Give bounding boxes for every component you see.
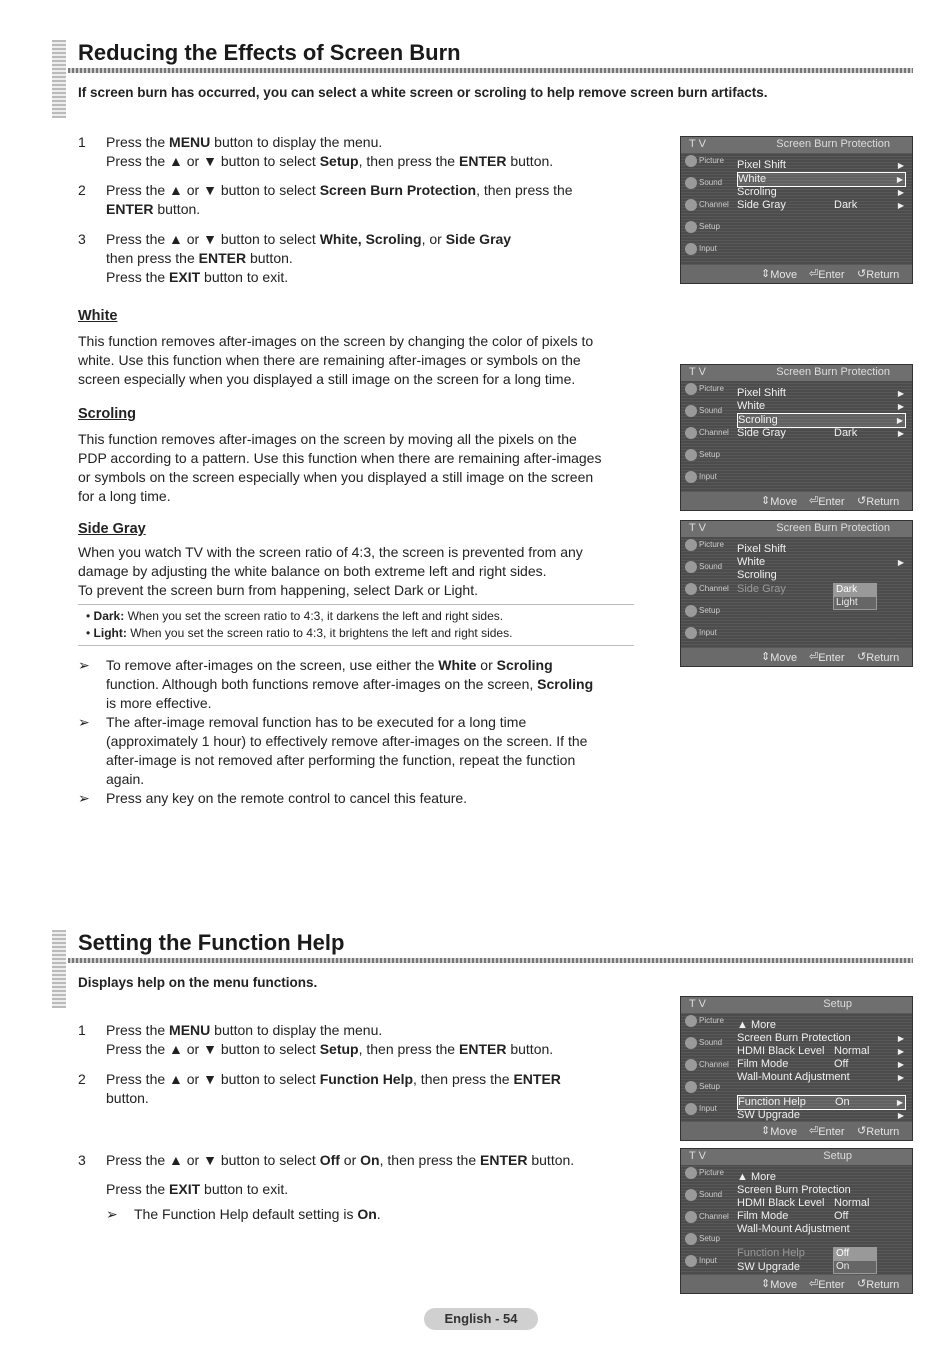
- tv-menu-title: Screen Burn Protection: [776, 138, 890, 150]
- step-number: 3: [78, 1152, 86, 1168]
- tv-menu-item: ▲ More: [737, 1171, 777, 1183]
- channel-icon: Channel: [685, 1059, 731, 1079]
- tv-menu-item: Side Gray: [737, 583, 786, 595]
- tv-menu-title: Screen Burn Protection: [776, 522, 890, 534]
- paragraph-white: [78, 332, 593, 389]
- tv-menu-item: Side Gray Dark ▶: [737, 427, 904, 439]
- step-number: 2: [78, 182, 86, 198]
- step-number: 1: [78, 1022, 86, 1038]
- input-icon: Input: [685, 243, 731, 263]
- input-icon: Input: [685, 1103, 731, 1123]
- tv-sidebar: [681, 381, 733, 492]
- picture-icon: Picture: [685, 1167, 731, 1187]
- subheading-scroling: Scroling: [78, 406, 137, 422]
- sound-icon: Sound: [685, 561, 731, 581]
- tv-sidebar: [681, 153, 733, 265]
- note-dark: • Dark: When you set the screen ratio to 4:3, it darkens the left and right sides.: [86, 609, 504, 623]
- picture-icon: Picture: [685, 383, 731, 403]
- para-line: This function removes after-images on the screen by changing the color of pixels to: [78, 333, 594, 349]
- tv-menu-screenshot: [680, 1148, 913, 1294]
- move-icon: ⇕ Move: [761, 1125, 798, 1138]
- tv-sidebar: [681, 537, 733, 648]
- tv-tab: T V: [689, 1150, 706, 1162]
- input-icon: Input: [685, 1255, 731, 1275]
- enter-icon: ⏎ Enter: [809, 268, 845, 281]
- tv-menu-item-selected: Function Help On ▶: [737, 1095, 906, 1110]
- tv-menu-item: Film Mode Off: [737, 1210, 849, 1222]
- tv-menu-item: SW Upgrade: [737, 1261, 800, 1273]
- input-icon: Input: [685, 471, 731, 491]
- tv-menu-item: Scroling: [737, 569, 777, 581]
- picture-icon: Picture: [685, 155, 731, 175]
- note-light: • Light: When you set the screen ratio to 4:3, it brightens the left and right sides.: [86, 626, 513, 640]
- return-icon: ↺ Return: [857, 495, 900, 508]
- step-line: then press the ENTER button.: [106, 250, 293, 266]
- tv-menu-header: [681, 997, 912, 1013]
- enter-icon: ⏎ Enter: [809, 495, 845, 508]
- para-line: damage by adjusting the white balance on both extreme left and right sides.: [78, 563, 547, 579]
- tv-menu-item: HDMI Black Level Normal: [737, 1197, 870, 1209]
- arrow-icon: ➢: [78, 714, 90, 730]
- tv-menu-item: Screen Burn Protection: [737, 1184, 851, 1196]
- subheading-side-gray: Side Gray: [78, 521, 146, 537]
- option-light: Light: [833, 596, 877, 610]
- tip-line: Press any key on the remote control to cancel this feature.: [106, 790, 468, 806]
- option-dark: Dark: [833, 583, 877, 597]
- tip-line: To remove after-images on the screen, use either the White or Scroling: [106, 657, 553, 673]
- para-line: or symbols on the screen especially when you displayed a still image on the screen: [78, 469, 594, 485]
- move-icon: ⇕ Move: [761, 268, 798, 281]
- tv-menu-title: Screen Burn Protection: [776, 366, 890, 378]
- picture-icon: Picture: [685, 1015, 731, 1035]
- setup-icon: Setup: [685, 605, 731, 625]
- step-number: 3: [78, 231, 86, 247]
- tv-menu-item-selected: White ▶: [737, 172, 906, 187]
- tv-tab: T V: [689, 522, 706, 534]
- section-intro: Displays help on the menu functions.: [78, 975, 318, 990]
- tv-menu-item: Pixel Shift ▶: [737, 387, 904, 399]
- step-line: Press the ▲ or ▼ button to select Screen Burn Protection, then press the: [106, 182, 573, 198]
- tv-menu-item: Screen Burn Protection ▶: [737, 1032, 904, 1044]
- tv-menu-item: ▲ More: [737, 1019, 777, 1031]
- tv-menu-item: Pixel Shift ▶: [737, 159, 904, 171]
- sound-icon: Sound: [685, 405, 731, 425]
- input-icon: Input: [685, 627, 731, 647]
- section-intro: If screen burn has occurred, you can select a white screen or scroling to help remove screen burn artifacts.: [78, 85, 768, 100]
- tip-line: The after-image removal function has to be executed for a long time: [106, 714, 527, 730]
- section-title: Setting the Function Help: [78, 930, 345, 955]
- step-line: Press the EXIT button to exit.: [106, 269, 289, 285]
- return-icon: ↺ Return: [857, 651, 900, 664]
- setup-icon: Setup: [685, 449, 731, 469]
- tv-menu-footer: [681, 1275, 912, 1293]
- move-icon: ⇕ Move: [761, 495, 798, 508]
- tv-menu-screenshot: [680, 520, 913, 667]
- step-line: Press the ▲ or ▼ button to select Function Help, then press the ENTER: [106, 1071, 561, 1087]
- tv-sidebar: [681, 1013, 733, 1122]
- tv-menu-item: Side Gray Dark ▶: [737, 199, 904, 211]
- tv-menu-item: White ▶: [737, 556, 904, 568]
- step-number: 1: [78, 134, 86, 150]
- section-title: Reducing the Effects of Screen Burn: [78, 40, 461, 65]
- picture-icon: Picture: [685, 539, 731, 559]
- setup-icon: Setup: [685, 1233, 731, 1253]
- para-line: This function removes after-images on the screen by moving all the pixels on the: [78, 431, 577, 447]
- tv-sidebar: [681, 1165, 733, 1275]
- tip-line: (approximately 1 hour) to effectively remove after-images on the screen. If the: [106, 733, 588, 749]
- tv-menu-item: White ▶: [737, 400, 904, 412]
- tv-menu-footer: [681, 265, 912, 283]
- para-line: To prevent the screen burn from happening, select Dark or Light.: [78, 582, 478, 598]
- enter-icon: ⏎ Enter: [809, 651, 845, 664]
- tv-menu-item: SW Upgrade ▶: [737, 1109, 904, 1121]
- sound-icon: Sound: [685, 1189, 731, 1209]
- subheading-white: White: [78, 308, 118, 324]
- section-marker: [52, 930, 66, 1008]
- return-icon: ↺ Return: [857, 1278, 900, 1291]
- step-line: Press the MENU button to display the menu.: [106, 1022, 383, 1038]
- step-line: Press the ▲ or ▼ button to select Setup, then press the ENTER button.: [106, 153, 554, 169]
- tv-menu-footer: [681, 1122, 912, 1140]
- paragraph-side-gray: [78, 543, 583, 600]
- sound-icon: Sound: [685, 177, 731, 197]
- tv-menu-item-selected: Scroling ▶: [737, 413, 906, 428]
- arrow-icon: ➢: [78, 657, 90, 673]
- tv-tab: T V: [689, 366, 706, 378]
- tip-line: function. Although both functions remove after-images on the screen, Scroling: [106, 676, 594, 692]
- step-line: Press the ▲ or ▼ button to select White, Scroling, or Side Gray: [106, 231, 512, 247]
- tv-menu-item: Function Help: [737, 1247, 805, 1259]
- option-on: On: [833, 1260, 877, 1274]
- para-line: screen especially when you displayed a still image on the screen for a long time.: [78, 371, 576, 387]
- tv-menu-title: Setup: [823, 998, 852, 1010]
- tv-menu-header: [681, 521, 912, 537]
- paragraph-scroling: [78, 430, 601, 506]
- tv-menu-title: Setup: [823, 1150, 852, 1162]
- channel-icon: Channel: [685, 1211, 731, 1231]
- tv-menu-screenshot: [680, 136, 913, 284]
- para-line: for a long time.: [78, 488, 171, 504]
- tv-menu-item: Film Mode Off ▶: [737, 1058, 904, 1070]
- para-line: white. Use this function when there are remaining after-images or symbols on the: [78, 352, 581, 368]
- step-line: Press the EXIT button to exit.: [106, 1181, 289, 1197]
- exit-line: [106, 1180, 288, 1199]
- step-line: Press the MENU button to display the menu.: [106, 134, 383, 150]
- section-marker: [52, 40, 66, 118]
- arrow-icon: ➢: [106, 1206, 118, 1222]
- tv-tab: T V: [689, 138, 706, 150]
- sound-icon: Sound: [685, 1037, 731, 1057]
- tip-line: again.: [106, 771, 145, 787]
- page-number: English - 54: [424, 1308, 538, 1330]
- tv-menu-header: [681, 1149, 912, 1165]
- tv-menu-item: Pixel Shift: [737, 543, 786, 555]
- move-icon: ⇕ Move: [761, 1278, 798, 1291]
- step-number: 2: [78, 1071, 86, 1087]
- para-line: When you watch TV with the screen ratio of 4:3, the screen is prevented from any: [78, 544, 583, 560]
- tv-menu-header: [681, 137, 912, 153]
- tv-menu-footer: [681, 648, 912, 666]
- setup-icon: Setup: [685, 221, 731, 241]
- tv-menu-item: HDMI Black Level Normal ▶: [737, 1045, 904, 1057]
- step-line: Press the ▲ or ▼ button to select Off or On, then press the ENTER button.: [106, 1152, 575, 1168]
- tip-line: The Function Help default setting is On.: [134, 1206, 381, 1222]
- section-rule: [68, 958, 913, 963]
- move-icon: ⇕ Move: [761, 651, 798, 664]
- setup-icon: Setup: [685, 1081, 731, 1101]
- tv-menu-screenshot: [680, 364, 913, 511]
- step-line: Press the ▲ or ▼ button to select Setup, then press the ENTER button.: [106, 1041, 554, 1057]
- enter-icon: ⏎ Enter: [809, 1125, 845, 1138]
- tv-tab: T V: [689, 998, 706, 1010]
- channel-icon: Channel: [685, 199, 731, 219]
- section-rule: [68, 68, 913, 73]
- tv-menu-header: [681, 365, 912, 381]
- side-gray-notes: [78, 604, 634, 646]
- tv-menu-screenshot: [680, 996, 913, 1141]
- tv-menu-item: Wall-Mount Adjustment: [737, 1223, 850, 1235]
- arrow-icon: ➢: [78, 790, 90, 806]
- para-line: PDP according to a pattern. Use this function when there are remaining after-images: [78, 450, 602, 466]
- return-icon: ↺ Return: [857, 1125, 900, 1138]
- return-icon: ↺ Return: [857, 268, 900, 281]
- step-line: button.: [106, 1090, 149, 1106]
- tip-line: is more effective.: [106, 695, 212, 711]
- option-off: Off: [833, 1247, 877, 1261]
- channel-icon: Channel: [685, 427, 731, 447]
- tv-menu-item: Wall-Mount Adjustment ▶: [737, 1071, 904, 1083]
- channel-icon: Channel: [685, 583, 731, 603]
- step-line: ENTER button.: [106, 201, 201, 217]
- tv-menu-footer: [681, 492, 912, 510]
- tv-menu-item: Scroling ▶: [737, 186, 904, 198]
- tip-line: after-image is not removed after performing the function, repeat the function: [106, 752, 576, 768]
- enter-icon: ⏎ Enter: [809, 1278, 845, 1291]
